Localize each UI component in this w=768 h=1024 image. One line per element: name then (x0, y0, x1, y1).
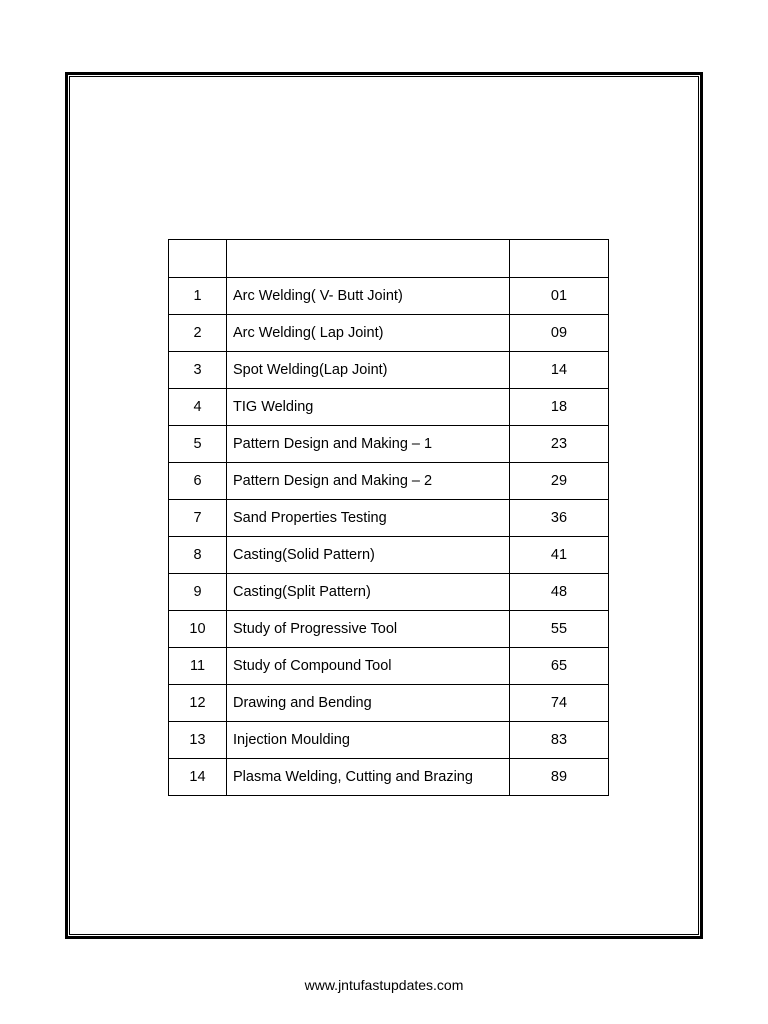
table-row (169, 611, 609, 648)
row-page-cell: 48 (510, 574, 609, 611)
row-title-cell: Sand Properties Testing (227, 500, 510, 537)
row-title-cell: Study of Progressive Tool (227, 611, 510, 648)
row-title-cell: TIG Welding (227, 389, 510, 426)
row-title-cell: Pattern Design and Making – 2 (227, 463, 510, 500)
row-page-cell: 41 (510, 537, 609, 574)
table-row (169, 685, 609, 722)
table-row (169, 463, 609, 500)
row-number-cell: 12 (169, 685, 227, 722)
table-row (169, 574, 609, 611)
row-page-cell: 29 (510, 463, 609, 500)
table-row (169, 722, 609, 759)
row-number-cell: 9 (169, 574, 227, 611)
table-row (169, 537, 609, 574)
header-page-cell (510, 240, 609, 278)
row-title-cell: Spot Welding(Lap Joint) (227, 352, 510, 389)
row-page-cell: 01 (510, 278, 609, 315)
table-row (169, 426, 609, 463)
header-num-cell (169, 240, 227, 278)
row-page-cell: 89 (510, 759, 609, 796)
row-number-cell: 1 (169, 278, 227, 315)
row-number-cell: 14 (169, 759, 227, 796)
table-row (169, 500, 609, 537)
row-title-cell: Study of Compound Tool (227, 648, 510, 685)
table-row (169, 315, 609, 352)
row-number-cell: 2 (169, 315, 227, 352)
row-page-cell: 36 (510, 500, 609, 537)
row-page-cell: 55 (510, 611, 609, 648)
row-number-cell: 13 (169, 722, 227, 759)
row-title-cell: Arc Welding( V- Butt Joint) (227, 278, 510, 315)
table-row (169, 389, 609, 426)
row-title-cell: Injection Moulding (227, 722, 510, 759)
row-title-cell: Arc Welding( Lap Joint) (227, 315, 510, 352)
row-title-cell: Pattern Design and Making – 1 (227, 426, 510, 463)
table-row (169, 648, 609, 685)
row-number-cell: 4 (169, 389, 227, 426)
row-number-cell: 7 (169, 500, 227, 537)
row-page-cell: 18 (510, 389, 609, 426)
table-header-row (169, 240, 609, 278)
row-page-cell: 23 (510, 426, 609, 463)
row-number-cell: 6 (169, 463, 227, 500)
row-title-cell: Casting(Solid Pattern) (227, 537, 510, 574)
footer-url: www.jntufastupdates.com (304, 977, 464, 993)
row-page-cell: 83 (510, 722, 609, 759)
row-title-cell: Drawing and Bending (227, 685, 510, 722)
table-row (169, 759, 609, 796)
row-number-cell: 8 (169, 537, 227, 574)
row-number-cell: 5 (169, 426, 227, 463)
row-number-cell: 10 (169, 611, 227, 648)
contents-table (168, 239, 609, 796)
row-page-cell: 65 (510, 648, 609, 685)
row-title-cell: Casting(Split Pattern) (227, 574, 510, 611)
row-number-cell: 3 (169, 352, 227, 389)
header-title-cell (227, 240, 510, 278)
row-page-cell: 74 (510, 685, 609, 722)
table-row (169, 278, 609, 315)
row-number-cell: 11 (169, 648, 227, 685)
row-page-cell: 14 (510, 352, 609, 389)
table-row (169, 352, 609, 389)
row-page-cell: 09 (510, 315, 609, 352)
row-title-cell: Plasma Welding, Cutting and Brazing (227, 759, 510, 796)
